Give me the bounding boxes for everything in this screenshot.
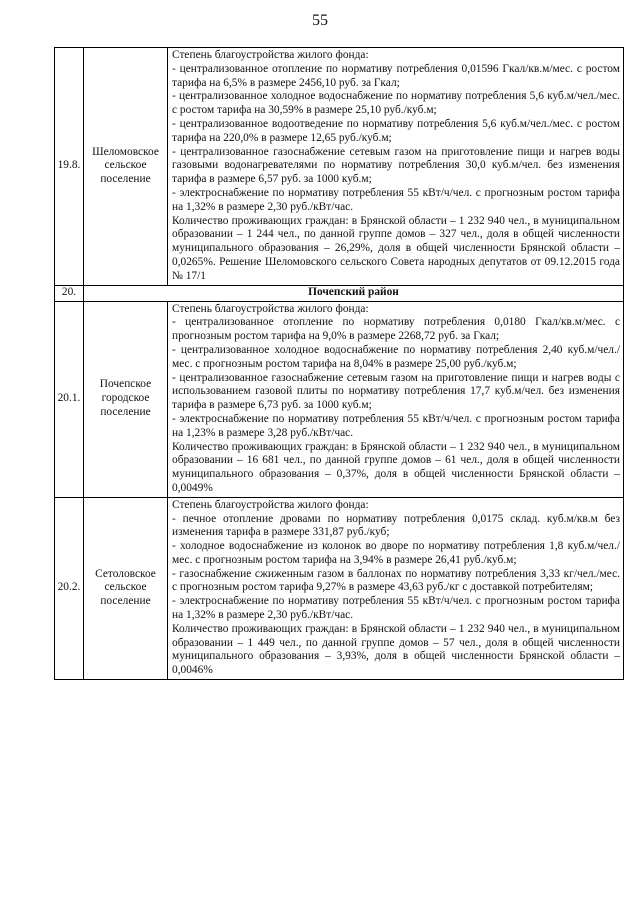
details-item: - электроснабжение по нормативу потребления 55 кВт/ч/чел. с прогнозным ростом тарифа на 1,32% в размере 2,30 руб./кВт/час. bbox=[172, 186, 620, 213]
details-item: - централизованное газоснабжение сетевым газом на приготовление пищи и нагрев воды с использованием газовой плиты по нормативу потребления 17,7 куб.м/чел. без изменения тарифа в размере 6,73 руб. за 1000 куб.м; bbox=[172, 371, 620, 412]
table-row-19-8 bbox=[55, 48, 624, 286]
details-item: - централизованное газоснабжение сетевым газом на приготовление пищи и нагрев воды газовыми водонагревателями по нормативу потребления 30,0 куб.м/чел. без изменения тарифа в размере 6,57 руб. за 1000 куб.м; bbox=[172, 145, 620, 186]
region-title: Почепский район bbox=[84, 285, 624, 301]
details-item: - печное отопление дровами по нормативу потребления 0,0175 склад. куб.м/кв.м без изменения тарифа в размере 331,87 руб./куб; bbox=[172, 512, 620, 539]
page-number: 55 bbox=[312, 12, 328, 29]
details-item: - централизованное отопление по нормативу потребления 0,0180 Гкал/кв.м/мес. с прогнозным ростом тарифа на 9,0% в размере 2268,72 руб. за Гкал; bbox=[172, 316, 620, 343]
details-item: - централизованное отопление по нормативу потребления 0,01596 Гкал/кв.м/мес. с ростом тарифа на 6,5% в размере 2456,10 руб. за Гкал; bbox=[172, 62, 620, 89]
details-heading: Степень благоустройства жилого фонда: bbox=[172, 498, 369, 511]
row-number: 20. bbox=[55, 285, 84, 301]
row-number: 20.2. bbox=[55, 497, 84, 679]
details-item: - электроснабжение по нормативу потребления 55 кВт/ч/чел. с прогнозным ростом тарифа на 1,32% в размере 2,30 руб./кВт/час. bbox=[172, 595, 620, 622]
settlement-name: Почепское городское поселение bbox=[84, 301, 168, 497]
residents-summary: Количество проживающих граждан: в Брянской области – 1 232 940 чел., в муниципальном образовании – 1 449 чел., по данной группе домов – 57 чел., доля в общей численности муниципального образования – 3,93%, доля в общей численности Брянской области – 0,0046% bbox=[172, 622, 620, 677]
details-item: - централизованное водоотведение по нормативу потребления 5,6 куб.м/чел./мес. с ростом тарифа на 220,0% в размере 12,65 руб./куб.м; bbox=[172, 117, 620, 144]
row-number: 19.8. bbox=[55, 48, 84, 286]
table-row-20-1 bbox=[55, 301, 624, 497]
details-item: - централизованное холодное водоснабжение по нормативу потребления 5,6 куб.м/чел./мес. с ростом тарифа на 30,59% в размере 25,10 руб./куб.м; bbox=[172, 90, 620, 117]
table-row-20-2 bbox=[55, 497, 624, 679]
settlement-details bbox=[168, 301, 624, 497]
details-item: - газоснабжение сжиженным газом в баллонах по нормативу потребления 3,33 кг/чел./мес. с прогнозным ростом тарифа 9,27% в размере 43,63 руб./кг с доставкой потребителям; bbox=[172, 567, 620, 594]
settlements-table bbox=[54, 47, 624, 680]
residents-summary: Количество проживающих граждан: в Брянской области – 1 232 940 чел., в муниципальном образовании – 1 244 чел., по данной группе домов – 327 чел., доля в общей численности муниципального образования – 26,29%, доля в общей численности Брянской области – 0,0265%. Решение Шеломовского сельского Совета народных депутатов от 09.12.2015 года № 17/1 bbox=[172, 214, 620, 282]
details-heading: Степень благоустройства жилого фонда: bbox=[172, 302, 369, 315]
row-number: 20.1. bbox=[55, 301, 84, 497]
details-item: - централизованное холодное водоснабжение по нормативу потребления 2,40 куб.м/чел./мес. с прогнозным ростом тарифа на 8,04% в размере 25,00 руб./куб.м; bbox=[172, 343, 620, 370]
settlement-details bbox=[168, 48, 624, 286]
table-row-region-20 bbox=[55, 285, 624, 301]
details-item: - холодное водоснабжение из колонок во дворе по нормативу потребления 1,8 куб.м/чел./мес. с прогнозным ростом тарифа на 3,94% в размере 26,41 руб./куб.м; bbox=[172, 540, 620, 566]
details-item: - электроснабжение по нормативу потребления 55 кВт/ч/чел. с прогнозным ростом тарифа на 1,23% в размере 3,28 руб./кВт/час. bbox=[172, 412, 620, 439]
settlement-name: Сетоловское сельское поселение bbox=[84, 497, 168, 679]
settlement-details bbox=[168, 497, 624, 679]
settlement-name: Шеломовское сельское поселение bbox=[84, 48, 168, 286]
details-heading: Степень благоустройства жилого фонда: bbox=[172, 49, 369, 61]
residents-summary: Количество проживающих граждан: в Брянской области – 1 232 940 чел., в муниципальном образовании – 16 681 чел., по данной группе домов – 61 чел., доля в общей численности муниципального образования – 0,37%, доля в общей численности Брянской области – 0,0049% bbox=[172, 440, 620, 494]
